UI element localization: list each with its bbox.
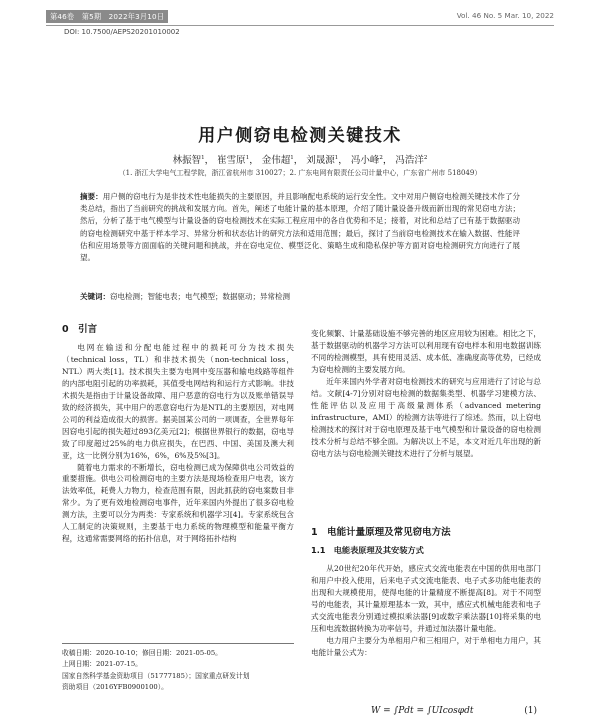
doi: DOI: 10.7500/AEPS20201010002 xyxy=(64,28,180,36)
author: 刘晟源$^1$ xyxy=(306,154,339,166)
abstract xyxy=(80,191,520,264)
author: 金伟超$^1$ xyxy=(261,154,294,166)
header-divider xyxy=(46,25,554,26)
keywords-label: 关键词： xyxy=(80,292,110,301)
footnote-received: 收稿日期：2020-10-10；修回日期：2021-05-05。 xyxy=(62,649,222,657)
footnote-divider xyxy=(62,643,294,644)
author: 林振智$^1$ xyxy=(172,154,205,166)
keywords xyxy=(80,291,520,303)
volume-info: Vol. 46 No. 5 Mar. 10, 2022 xyxy=(456,11,554,20)
footnote-online: 上网日期：2021-07-15。 xyxy=(62,660,142,669)
section-heading: 1 电能计量原理及常见窃电方法 xyxy=(311,527,451,538)
equation-number: (1) xyxy=(524,706,537,716)
subsection-heading: 1.1 电能表原理及其安装方式 xyxy=(311,545,424,555)
keywords-text: 窃电检测；智能电表；电气模型；数据驱动；异常检测 xyxy=(110,292,290,301)
paragraph: 电力用户主要分为单相用户和三相用户，对于单相电力用户，其电能计量公式为： xyxy=(311,635,541,657)
author: 冯浩洋$^2$ xyxy=(395,154,428,166)
footnote-fund: 国家自然科学基金资助项目（51777185）；国家重点研发计划 xyxy=(62,671,250,680)
paragraph: 变化频繁、计量基础设施不够完善的地区应用较为困难。相比之下，基于数据驱动的机器学习方法可以利用现有窃电样本和用电数据训练不同的检测模型，具有使用灵活、成本低、准确度高等优势，已经成为窃电检测的主要发展方向。 xyxy=(311,329,541,374)
paragraph: 随着电力需求的不断增长，窃电检测已成为保障供电公司效益的重要措施。供电公司检测窃电的主要方法是现场检查用户电表，该方法效率低，耗费人力物力，检查范围有限，因此抓获的窃电案数目非常少。为了更有效地检测窃电事件，近年来国内外提出了很多窃电检测方法，主要可以分为两类：专家系统和机器学习[4]。专家系统包含人工制定的决策规则，主要基于电力系统的物理模型和能量平衡方程，这通常需要网络的拓扑信息，对于网络拓扑结构 xyxy=(62,462,294,544)
footnotes xyxy=(62,648,294,693)
abstract-text: 用户侧的窃电行为是非技术性电能损失的主要原因，并且影响配电系统的运行安全性。文中对用户侧窃电检测关键技术作了分类总结，指出了当前研究的挑战和发展方向。首先，阐述了电能计量的基本原理，介绍了随计量设备升级而新出现的常见窃电方法；然后，分析了基于电气模型与计量设备的窃电检测技术在实际工程应用中的各自优势和不足；接着，对比和总结了已有基于数据驱动的窃电检测研究中基于样本学习、异常分析和状态估计的研究方法和适用范围；最后，探讨了当前窃电检测技术在输入数据、性能评估和应用场景等方面面临的关键问题和挑战，并在窃电定位、模型泛化、策略生成和隐私保护等方面对窃电检测研究方向进行了展望。 xyxy=(80,192,520,263)
paragraph: 电网在输送和分配电能过程中的损耗可分为技术损失（technical loss，TL）和非技术损失（non-technical loss，NTL）两大类[1]。技术损失主要为电网中变压器和输电线路等组件的内部电阻引起的功率损耗，其值受电网结构和运行方式影响。非技术损失是指由于计量设备故障、用户恶意的窃电行为以及账单错误导致的经济损失，其中用户的恶意窃电行为是NTL的主要原因，对电网公司的利益造成很大的损害。据美国某公司的一项调查，全世界每年因窃电引起的损失超过893亿美元[2]；根据世界银行的数据，窃电导致了印度超过25%的电力供应损失，在巴西、中国、美国及澳大利亚，这一比例分别为16%，6%，6%及5%[3]。 xyxy=(62,343,294,460)
paragraph: 近年来国内外学者对窃电检测技术的研究与应用进行了讨论与总结。文献[4-7]分别对窃电检测的数据集类型、机器学习建模方法、性能评估以及应用于高级量测体系（advanced metering infrastructure，AMI）的检测方法等进行了综述。然而，以上窃电检测技术的探讨对于窃电原理及基于电气模型和计量设备的窃电检测技术分析与总结不够全面。为解决以上不足，本文对近几年出现的新窃电方法与窃电检测关键技术进行了分析与展望。 xyxy=(311,376,541,458)
section-heading: 0 引言 xyxy=(62,324,98,335)
author: 崔雪原$^1$ xyxy=(217,154,250,166)
journal-header xyxy=(46,10,554,25)
equation-body: W = ∫Pdt = ∫UIcosφdt xyxy=(371,706,474,716)
right-column xyxy=(311,328,541,459)
paragraph: 从20世纪20年代开始，感应式交流电能表在中国的供用电部门和用户中投入使用，后来电子式交流电能表、电子式多功能电能表的出现和大规模使用，使得电能的计量精度不断提高[8]。对于不同型号的电能表，其计量原理基本一致，其中，感应式机械电能表和电子式交流电能表分别通过模拟乘法器[9]或数字乘法器[10]将采集的电压和电流数据转换为功率信号，并通过加法器计量电能。 xyxy=(311,564,541,633)
equation xyxy=(311,706,541,720)
author: 冯小峰$^2$ xyxy=(350,154,383,166)
right-column-lower xyxy=(311,563,541,659)
article-title: 用户侧窃电检测关键技术 xyxy=(198,126,402,146)
abstract-label: 摘要： xyxy=(80,192,103,201)
left-column xyxy=(62,342,294,545)
footnote-fund-cont: 资助项目（2016YFB0900100）。 xyxy=(62,682,168,691)
affiliations: （1. 浙江大学电气工程学院，浙江省杭州市 310027；2. 广东电网有限责任公司计量中心，广东省广州市 518049） xyxy=(118,169,482,177)
author-list: 林振智$^1$， 崔雪原$^1$， 金伟超$^1$， 刘晟源$^1$， 冯小峰$^2$， 冯浩洋$^2$ xyxy=(172,154,428,166)
issue-info: 第46卷 第5期 2022年3月10日 xyxy=(46,10,168,23)
